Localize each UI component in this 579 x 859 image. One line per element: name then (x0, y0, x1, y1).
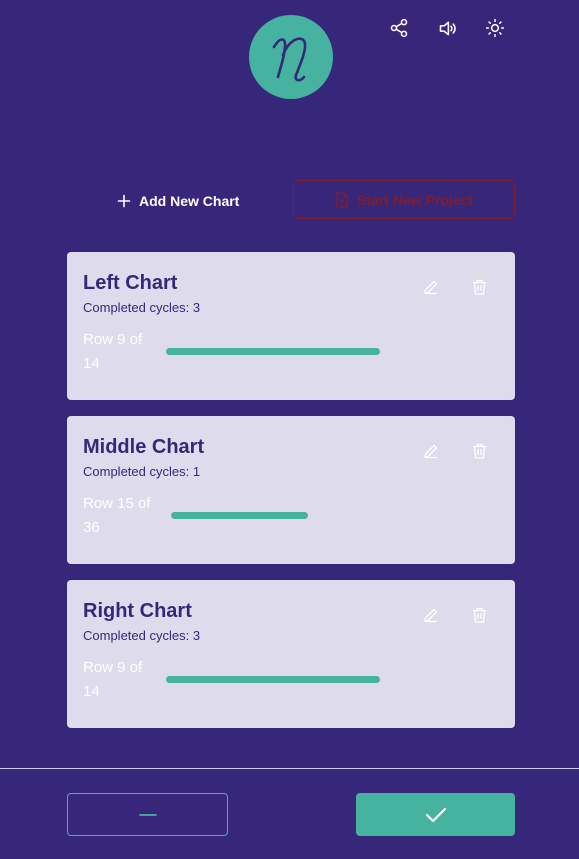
edit-chart-button[interactable] (420, 276, 442, 298)
add-chart-label: Add New Chart (139, 193, 240, 209)
chart-row-text: Row 9 of 14 (83, 331, 143, 372)
chart-progress-bar (166, 348, 499, 355)
chart-title: Middle Chart (83, 436, 205, 458)
trash-icon (472, 607, 487, 623)
delete-chart-button[interactable] (468, 440, 490, 462)
delete-chart-button[interactable] (468, 276, 490, 298)
share-icon[interactable] (387, 16, 411, 40)
chart-title: Left Chart (83, 272, 178, 294)
chart-card[interactable] (67, 416, 515, 564)
chart-cycles: Completed cycles: 3 (83, 628, 201, 643)
chart-card[interactable] (67, 252, 515, 400)
chart-title: Right Chart (83, 600, 192, 622)
file-icon (335, 192, 349, 208)
chart-row-text: Row 9 of 14 (83, 659, 143, 700)
add-chart-button[interactable] (117, 190, 239, 212)
start-project-button[interactable] (293, 180, 515, 219)
delete-chart-button[interactable] (468, 604, 490, 626)
plus-icon (117, 194, 131, 208)
trash-icon (472, 279, 487, 295)
volume-icon[interactable] (435, 16, 459, 40)
chart-progress-bar (166, 676, 499, 683)
pencil-icon (423, 279, 439, 295)
trash-icon (472, 443, 487, 459)
edit-chart-button[interactable] (420, 440, 442, 462)
footer-divider (0, 768, 579, 769)
chart-cycles: Completed cycles: 1 (83, 464, 201, 479)
pencil-icon (423, 607, 439, 623)
chart-row-text: Row 15 of 36 (83, 495, 151, 536)
chart-card[interactable] (67, 580, 515, 728)
script-n-logo-icon (266, 27, 316, 87)
pencil-icon (423, 443, 439, 459)
app-logo (249, 15, 333, 99)
edit-chart-button[interactable] (420, 604, 442, 626)
chart-progress-fill (171, 512, 308, 519)
check-icon (425, 807, 447, 823)
increment-row-button[interactable] (356, 793, 515, 836)
chart-progress-bar (171, 512, 499, 519)
chart-progress-fill (166, 348, 380, 355)
chart-cycles: Completed cycles: 3 (83, 300, 201, 315)
minus-icon (139, 813, 157, 817)
start-project-label: Start New Project (357, 191, 473, 208)
brightness-icon[interactable] (483, 16, 507, 40)
chart-progress-fill (166, 676, 380, 683)
decrement-row-button[interactable] (67, 793, 228, 836)
